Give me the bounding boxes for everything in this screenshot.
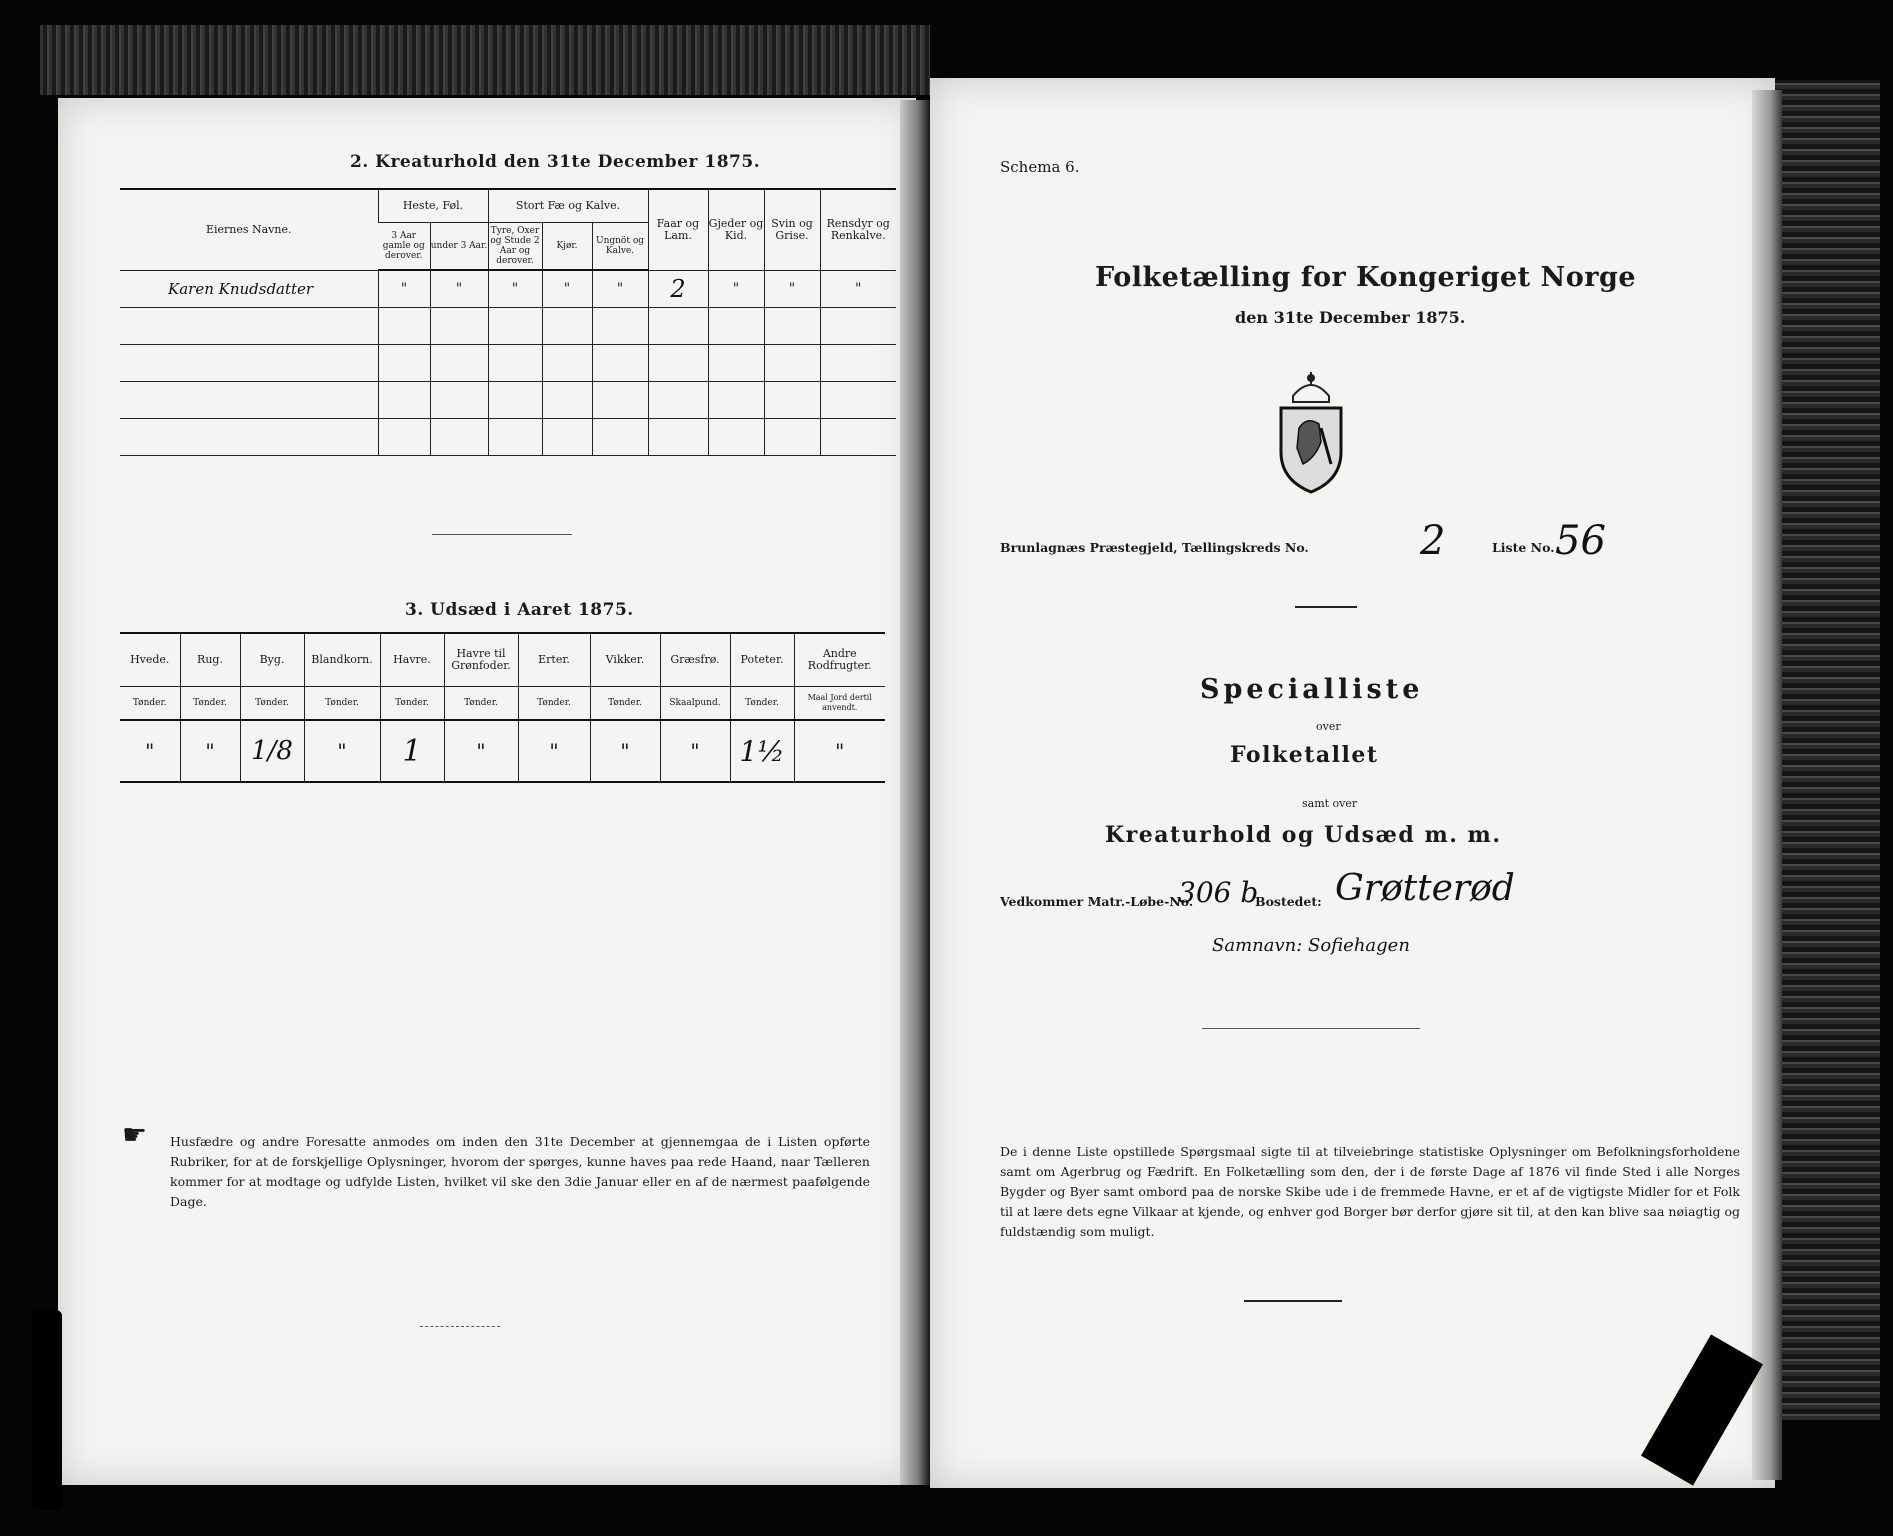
seed-value: ": [590, 720, 660, 782]
cattle-header: Stort Fæ og Kalve.: [488, 189, 648, 223]
table-cell: ": [764, 270, 820, 308]
page-clip: [32, 1310, 62, 1510]
seed-table: [120, 632, 885, 783]
seed-unit: Tønder.: [120, 687, 180, 721]
list-label: Liste No.: [1492, 540, 1555, 555]
parish-label: Brunlagnæs Præstegjeld, Tællingskreds No.: [1000, 540, 1309, 555]
table-cell: 2: [648, 270, 708, 308]
specialliste-heading: Specialliste: [1200, 674, 1424, 705]
divider: [432, 534, 572, 535]
divider: [420, 1326, 500, 1327]
seed-unit: Skaalpund.: [660, 687, 730, 721]
seed-value: ": [120, 720, 180, 782]
seed-value: ": [304, 720, 380, 782]
seed-value: 1: [380, 720, 444, 782]
pointing-hand-icon: ☛: [122, 1118, 148, 1151]
table-cell: ": [708, 270, 764, 308]
divider: [1202, 1028, 1420, 1029]
table-row: [120, 345, 896, 382]
folketallet-heading: Folketallet: [1230, 742, 1379, 768]
seed-col-header: Byg.: [240, 633, 304, 687]
seed-value: 1/8: [240, 720, 304, 782]
seed-value: ": [444, 720, 518, 782]
horses-under3-header: under 3 Aar.: [430, 223, 488, 271]
list-number: 56: [1555, 518, 1606, 564]
owner-name: Karen Knudsdatter: [120, 270, 378, 308]
census-subtitle: den 31te December 1875.: [1235, 308, 1466, 327]
seed-value: ": [794, 720, 885, 782]
seed-unit: Maal Jord dertil anvendt.: [794, 687, 885, 721]
seed-unit: Tønder.: [180, 687, 240, 721]
right-page-edge: [1752, 90, 1782, 1480]
seed-unit: Tønder.: [380, 687, 444, 721]
seed-col-header: Havre.: [380, 633, 444, 687]
horses-3yr-header: 3 Aar gamle og derover.: [378, 223, 430, 271]
householder-notice: Husfædre og andre Foresatte anmodes om inden den 31te December at gjennemgaa de i Listen opførte Rubriker, for at de forskjellige Oplysninger, hvorom der spørges, kunne haves paa rede Haand, naar Tælleren kommer for at modtage og udfylde Listen, hvilket vil ske den 3die Januar eller en af de nærmest paafølgende Dage.: [170, 1134, 870, 1209]
table-cell: ": [542, 270, 592, 308]
seed-value: ": [180, 720, 240, 782]
divider: [1295, 606, 1357, 608]
table-cell: ": [820, 270, 896, 308]
seed-unit: Tønder.: [444, 687, 518, 721]
census-explanation: De i denne Liste opstillede Spørgsmaal sigte til at tilveiebringe statistiske Oplysninger om Befolkningsforholdene samt om Agerbrug og Fædrift. En Folketælling som den, der i de første Dage af 1876 vil finde Sted i alle Norges Bygder og Byer samt ombord paa de norske Skibe ude i de fremmede Havne, er et af de vigtigste Midler for et Folk til at lære dets egne Vilkaar at kjende, og enhver god Borger bør derfor gjøre sit til, at den kan blive saa nøiagtig og fuldstændig som muligt.: [1000, 1144, 1740, 1239]
seed-value: 1½: [730, 720, 794, 782]
seed-col-header: Hvede.: [120, 633, 180, 687]
seed-col-header: Græsfrø.: [660, 633, 730, 687]
bosted-label: Bostedet:: [1255, 894, 1322, 909]
seed-unit: Tønder.: [730, 687, 794, 721]
seed-value: ": [660, 720, 730, 782]
scan-edge-top: [40, 25, 930, 95]
census-title: Folketælling for Kongeriget Norge: [1095, 262, 1637, 293]
seed-col-header: Andre Rodfrugter.: [794, 633, 885, 687]
divider: [1244, 1300, 1342, 1302]
over-label: over: [1316, 720, 1341, 733]
pigs-header: Svin og Grise.: [764, 189, 820, 270]
seed-value: ": [518, 720, 590, 782]
table-row: [120, 382, 896, 419]
samnavn: Samnavn: Sofiehagen: [1212, 935, 1410, 956]
left-page-edge: [900, 100, 930, 1485]
livestock-table: [120, 188, 896, 456]
sheep-header: Faar og Lam.: [648, 189, 708, 270]
table-cell: ": [378, 270, 430, 308]
reindeer-header: Rensdyr og Renkalve.: [820, 189, 896, 270]
samt-over-label: samt over: [1302, 797, 1358, 810]
seed-unit: Tønder.: [240, 687, 304, 721]
kreaturhold-heading: Kreaturhold og Udsæd m. m.: [1105, 822, 1502, 848]
matr-label: Vedkommer Matr.-Løbe-No.: [1000, 894, 1194, 909]
seed-col-header: Erter.: [518, 633, 590, 687]
seed-col-header: Poteter.: [730, 633, 794, 687]
matr-number: 306 b: [1178, 876, 1259, 909]
coat-of-arms-icon: [1263, 368, 1359, 496]
seed-col-header: Vikker.: [590, 633, 660, 687]
table-cell: ": [592, 270, 648, 308]
table-cell: ": [430, 270, 488, 308]
seed-unit: Tønder.: [590, 687, 660, 721]
section-3-title: 3. Udsæd i Aaret 1875.: [405, 600, 634, 620]
table-row: [120, 270, 896, 308]
schema-label: Schema 6.: [1000, 158, 1080, 176]
cows-header: Kjør.: [542, 223, 592, 271]
goats-header: Gjeder og Kid.: [708, 189, 764, 270]
table-row: [120, 419, 896, 456]
bosted-name: Grøtterød: [1335, 868, 1515, 909]
table-row: [120, 308, 896, 345]
horses-header: Heste, Føl.: [378, 189, 488, 223]
young-cattle-header: Ungnöt og Kalve.: [592, 223, 648, 271]
district-number: 2: [1420, 518, 1446, 564]
bulls-header: Tyre, Oxer og Stude 2 Aar og derover.: [488, 223, 542, 271]
seed-unit: Tønder.: [304, 687, 380, 721]
section-2-title: 2. Kreaturhold den 31te December 1875.: [350, 152, 761, 172]
seed-col-header: Havre til Grønfoder.: [444, 633, 518, 687]
scan-edge-right: [1770, 80, 1880, 1420]
seed-unit: Tønder.: [518, 687, 590, 721]
table-cell: ": [488, 270, 542, 308]
seed-col-header: Blandkorn.: [304, 633, 380, 687]
seed-col-header: Rug.: [180, 633, 240, 687]
owner-header: Eiernes Navne.: [120, 189, 378, 270]
